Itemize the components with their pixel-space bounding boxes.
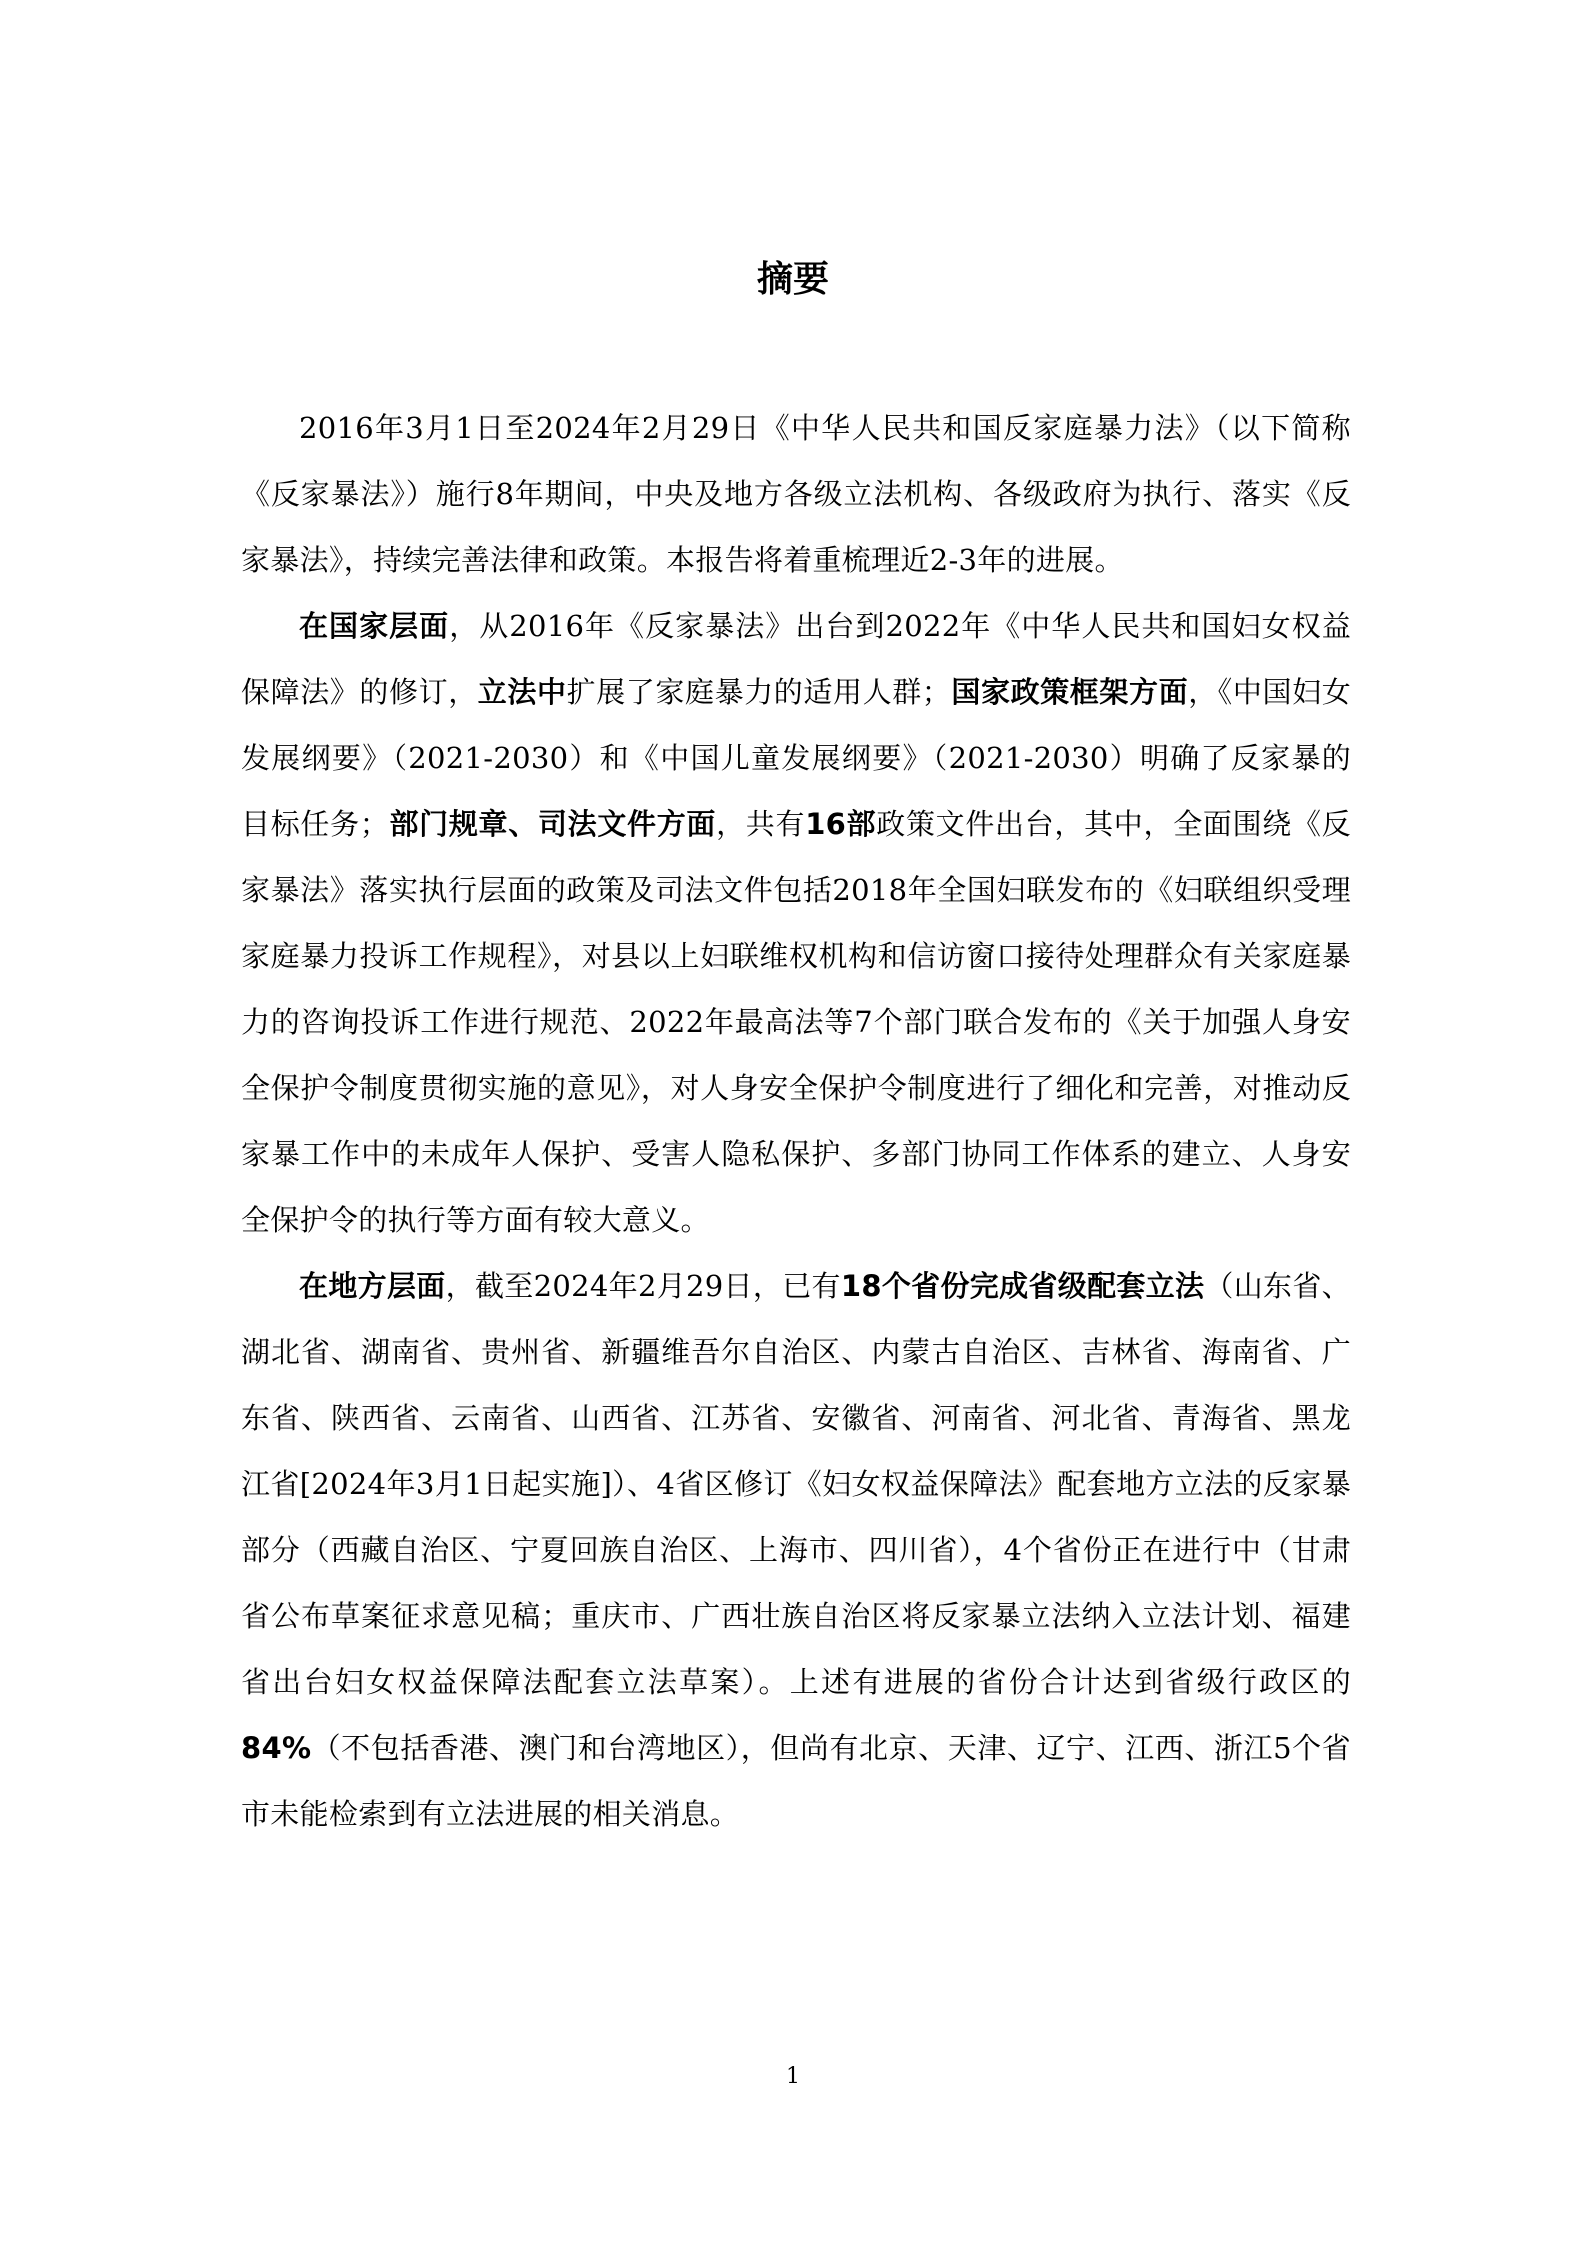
paragraph-text: ，《中国妇女发展纲要》（2021-2030）和《中国儿童发展纲要》（2021-2030）明确了反家暴的目标任务； <box>241 675 1351 841</box>
paragraph-text: ，从2016年《反家暴法》出台到2022年《中华人民共和国妇女权益保障法》的修订， <box>241 609 1351 709</box>
bold-phrase: 立法中 <box>477 675 567 709</box>
page-title: 摘要 <box>756 259 829 300</box>
paragraph-national-level <box>241 593 1351 1253</box>
page-number: 1 <box>786 2064 800 2089</box>
bold-phrase: 部门规章、司法文件方面 <box>389 807 717 841</box>
paragraph-local-level <box>241 1253 1351 1847</box>
paragraph-text: 扩展了家庭暴力的适用人群； <box>566 675 952 709</box>
paragraph-text: 2016年3月1日至2024年2月29日《中华人民共和国反家庭暴力法》（以下简称《反家暴法》）施行8年期间，中央及地方各级立法机构、各级政府为执行、落实《反家暴法》，持续完善法律和政策。本报告将着重梳理近2-3年的进展。 <box>241 411 1351 577</box>
paragraph-text: ，共有 <box>716 807 806 841</box>
document-body <box>241 395 1351 1847</box>
bold-phrase: 84% <box>241 1731 312 1765</box>
paragraph-text: （山东省、湖北省、湖南省、贵州省、新疆维吾尔自治区、内蒙古自治区、吉林省、海南省、广东省、陕西省、云南省、山西省、江苏省、安徽省、河南省、河北省、青海省、黑龙江省[2024年3月1日起实施]）、4省区修订《妇女权益保障法》配套地方立法的反家暴部分（西藏自治区、宁夏回族自治区、上海市、四川省），4个省份正在进行中（甘肃省公布草案征求意见稿；重庆市、广西壮族自治区将反家暴立法纳入立法计划、福建省出台妇女权益保障法配套立法草案）。上述有进展的省份合计达到省级行政区的 <box>241 1269 1351 1699</box>
bold-phrase: 国家政策框架方面 <box>951 675 1189 709</box>
paragraph-intro <box>241 395 1351 593</box>
paragraph-text: 政策文件出台，其中，全面围绕《反家暴法》落实执行层面的政策及司法文件包括2018年全国妇联发布的《妇联组织受理家庭暴力投诉工作规程》，对县以上妇联维权机构和信访窗口接待处理群众有关家庭暴力的咨询投诉工作进行规范、2022年最高法等7个部门联合发布的《关于加强人身安全保护令制度贯彻实施的意见》，对人身安全保护令制度进行了细化和完善，对推动反家暴工作中的未成年人保护、受害人隐私保护、多部门协同工作体系的建立、人身安全保护令的执行等方面有较大意义。 <box>241 807 1351 1237</box>
paragraph-text: （不包括香港、澳门和台湾地区），但尚有北京、天津、辽宁、江西、浙江5个省市未能检索到有立法进展的相关消息。 <box>241 1731 1351 1831</box>
paragraph-text: ，截至2024年2月29日，已有 <box>445 1269 841 1303</box>
bold-phrase: 在地方层面 <box>299 1269 446 1303</box>
bold-phrase: 16部 <box>805 807 877 841</box>
bold-phrase: 在国家层面 <box>299 609 450 643</box>
bold-phrase: 18个省份完成省级配套立法 <box>840 1269 1205 1303</box>
